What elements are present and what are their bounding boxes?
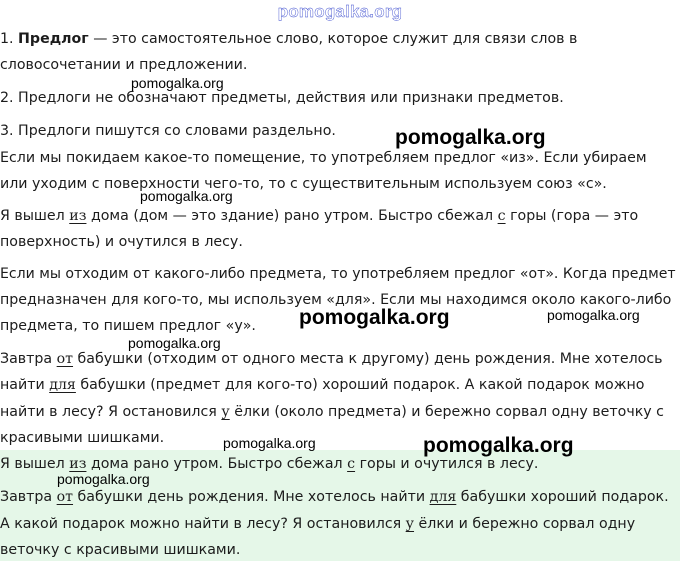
text-segment: дома рано утром. Быстро сбежал	[86, 456, 348, 472]
example-2-line-1	[0, 350, 663, 368]
watermark: pomogalka.org	[128, 335, 221, 351]
text-segment: А какой подарок можно найти в лесу? Я остановился	[0, 516, 406, 532]
preposition-ot: от	[56, 351, 74, 367]
watermark: pomogalka.org	[423, 434, 574, 457]
preposition-s: с	[347, 456, 356, 472]
example-1-line-2: поверхность) и очутился в лесу.	[0, 234, 243, 250]
text-segment: Я вышел	[0, 456, 70, 472]
watermark: pomogalka.org	[140, 188, 233, 204]
list-number: 1.	[0, 31, 19, 47]
text-segment: ёлки и бережно сорвал одну	[414, 516, 636, 532]
preposition-iz: из	[69, 208, 87, 224]
definition-line-1	[0, 30, 577, 48]
preposition-dlya: для	[49, 377, 76, 393]
text-segment: ёлки (около предмета) и бережно сорвал одну веточку с	[229, 404, 664, 420]
watermark: pomogalka.org	[131, 75, 224, 91]
rule-ot-dlya-u-line-2: предназначен для кого-то, мы используем «для». Если мы находимся около какого-либо	[0, 292, 672, 308]
text-segment: бабушки день рождения. Мне хотелось найти	[73, 489, 430, 505]
example-2-line-2	[0, 376, 644, 394]
preposition-u: у	[405, 516, 415, 532]
preposition-u: у	[221, 404, 230, 420]
definition-text: — это самостоятельное слово, которое служит для связи слов в	[88, 31, 578, 47]
preposition-ot: от	[56, 489, 74, 505]
watermark: pomogalka.org	[547, 307, 640, 323]
answer-line-2	[0, 488, 669, 506]
text-segment: бабушки (отходим от одного места к другому) день рождения. Мне хотелось	[73, 351, 663, 367]
text-segment: бабушки хороший подарок.	[456, 489, 669, 505]
watermark: pomogalka.org	[223, 435, 316, 451]
watermark: pomogalka.org	[395, 126, 546, 149]
rule-ot-dlya-u-line-3: предмета, то пишем предлог «у».	[0, 318, 256, 334]
example-2-line-3	[0, 403, 664, 421]
rule-iz-s-line-2: или уходим с поверхности чего-то, то с существительным используем союз «с».	[0, 176, 607, 192]
preposition-iz: из	[69, 456, 87, 472]
rule-iz-s-line-1: Если мы покидаем какое-то помещение, то употребляем предлог «из». Если убираем	[0, 150, 647, 166]
rule-3: 3. Предлоги пишутся со словами раздельно.	[0, 123, 336, 139]
text-segment: Я вышел	[0, 208, 70, 224]
answer-line-3	[0, 515, 635, 533]
header-watermark: pomogalka.org	[277, 2, 403, 21]
example-2-line-4: красивыми шишками.	[0, 430, 165, 446]
preposition-s: с	[497, 208, 506, 224]
text-segment: найти	[0, 377, 50, 393]
text-segment: найти в лесу? Я остановился	[0, 404, 222, 420]
preposition-dlya: для	[429, 489, 457, 505]
rule-2: 2. Предлоги не обозначают предметы, действия или признаки предметов.	[0, 90, 564, 106]
watermark: pomogalka.org	[57, 471, 150, 487]
watermark: pomogalka.org	[299, 306, 450, 329]
answer-line-4: веточку с красивыми шишками.	[0, 542, 241, 558]
text-segment: горы и очутился в лесу.	[355, 456, 539, 472]
text-segment: Завтра	[0, 489, 57, 505]
text-segment: дома (дом — это здание) рано утром. Быстро сбежал	[86, 208, 498, 224]
example-1-line-1	[0, 207, 638, 225]
term-predlog: Предлог	[18, 31, 89, 47]
text-segment: Завтра	[0, 351, 57, 367]
rule-ot-dlya-u-line-1: Если мы отходим от какого-либо предмета, то употребляем предлог «от». Когда предмет	[0, 266, 676, 282]
text-segment: бабушки (предмет для кого-то) хороший подарок. А какой подарок можно	[75, 377, 645, 393]
text-segment: горы (гора — это	[505, 208, 639, 224]
definition-line-2: словосочетании и предложении.	[0, 57, 248, 73]
